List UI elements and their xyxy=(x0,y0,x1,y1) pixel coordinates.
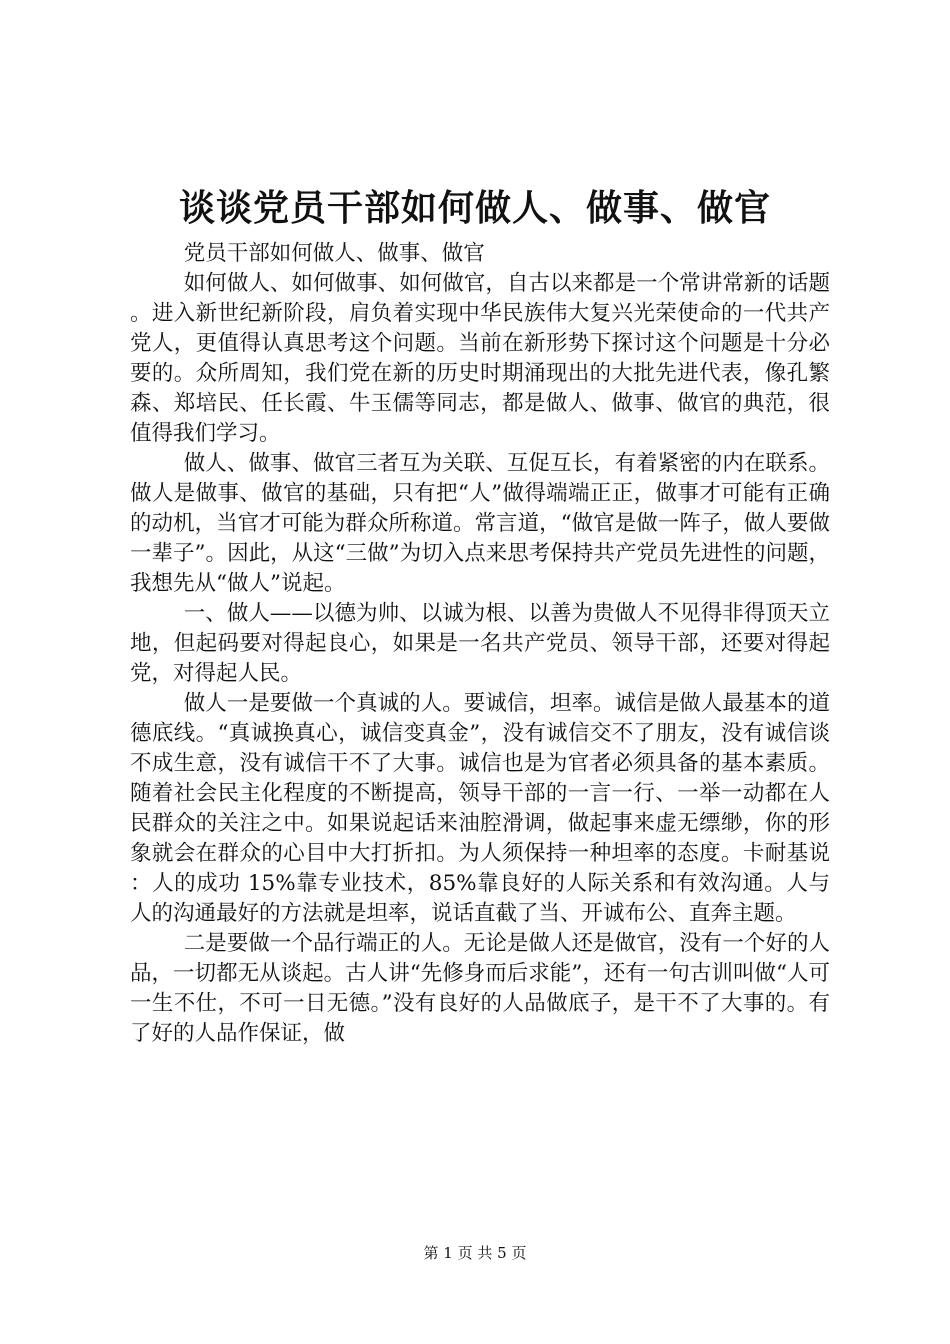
paragraph-relationship: 做人、做事、做官三者互为关联、互促互长，有着紧密的内在联系。做人是做事、做官的基础，只有把“人”做得端端正正，做事才可能有正确的动机，当官才可能为群众所称道。常言道，“做官是做一阵子，做人要做一辈子”。因此，从这“三做”为切入点来思考保持共产党员先进性的问题，我想先从“做人”说起。 xyxy=(130,451,830,596)
paragraph-subtitle: 党员干部如何做人、做事、做官 xyxy=(183,241,485,266)
paragraph-upright-person: 二是要做一个品行端正的人。无论是做人还是做官，没有一个好的人品，一切都无从谈起。古人讲“先修身而后求能”，还有一句古训叫做“人可一生不仕，不可一日无德。”没有良好的人品做底子，是干不了大事的。有了好的人品作保证，做 xyxy=(130,931,830,1046)
paragraph-section-one: 一、做人——以德为帅、以诚为根、以善为贵做人不见得非得顶天立地，但起码要对得起良心，如果是一名共产党员、领导干部，还要对得起党，对得起人民。 xyxy=(130,601,830,686)
paragraph-intro: 如何做人、如何做事、如何做官，自古以来都是一个常讲常新的话题。进入新世纪新阶段，肩负着实现中华民族伟大复兴光荣使命的一代共产党人，更值得认真思考这个问题。当前在新形势下探讨这个问题是十分必要的。众所周知，我们党在新的历史时期涌现出的大批先进代表，像孔繁森、郑培民、任长霞、牛玉儒等同志，都是做人、做事、做官的典范，很值得我们学习。 xyxy=(130,271,830,446)
document-body xyxy=(130,239,830,1049)
document-title: 谈谈党员干部如何做人、做事、做官 xyxy=(178,187,771,229)
page-number-footer: 第 1 页 共 5 页 xyxy=(423,1244,527,1262)
paragraph-sincere-person: 做人一是要做一个真诚的人。要诚信，坦率。诚信是做人最基本的道德底线。“真诚换真心，诚信变真金”，没有诚信交不了朋友，没有诚信谈不成生意，没有诚信干不了大事。诚信也是为官者必须具备的基本素质。随着社会民主化程度的不断提高，领导干部的一言一行、一举一动都在人民群众的关注之中。如果说起话来油腔滑调，做起事来虚无缥缈，你的形象就会在群众的心目中大打折扣。为人须保持一种坦率的态度。卡耐基说：人的成功 15%靠专业技术，85%靠良好的人际关系和有效沟通。人与人的沟通最好的方法就是坦率，说话直截了当、开诚布公、直奔主题。 xyxy=(130,691,830,926)
